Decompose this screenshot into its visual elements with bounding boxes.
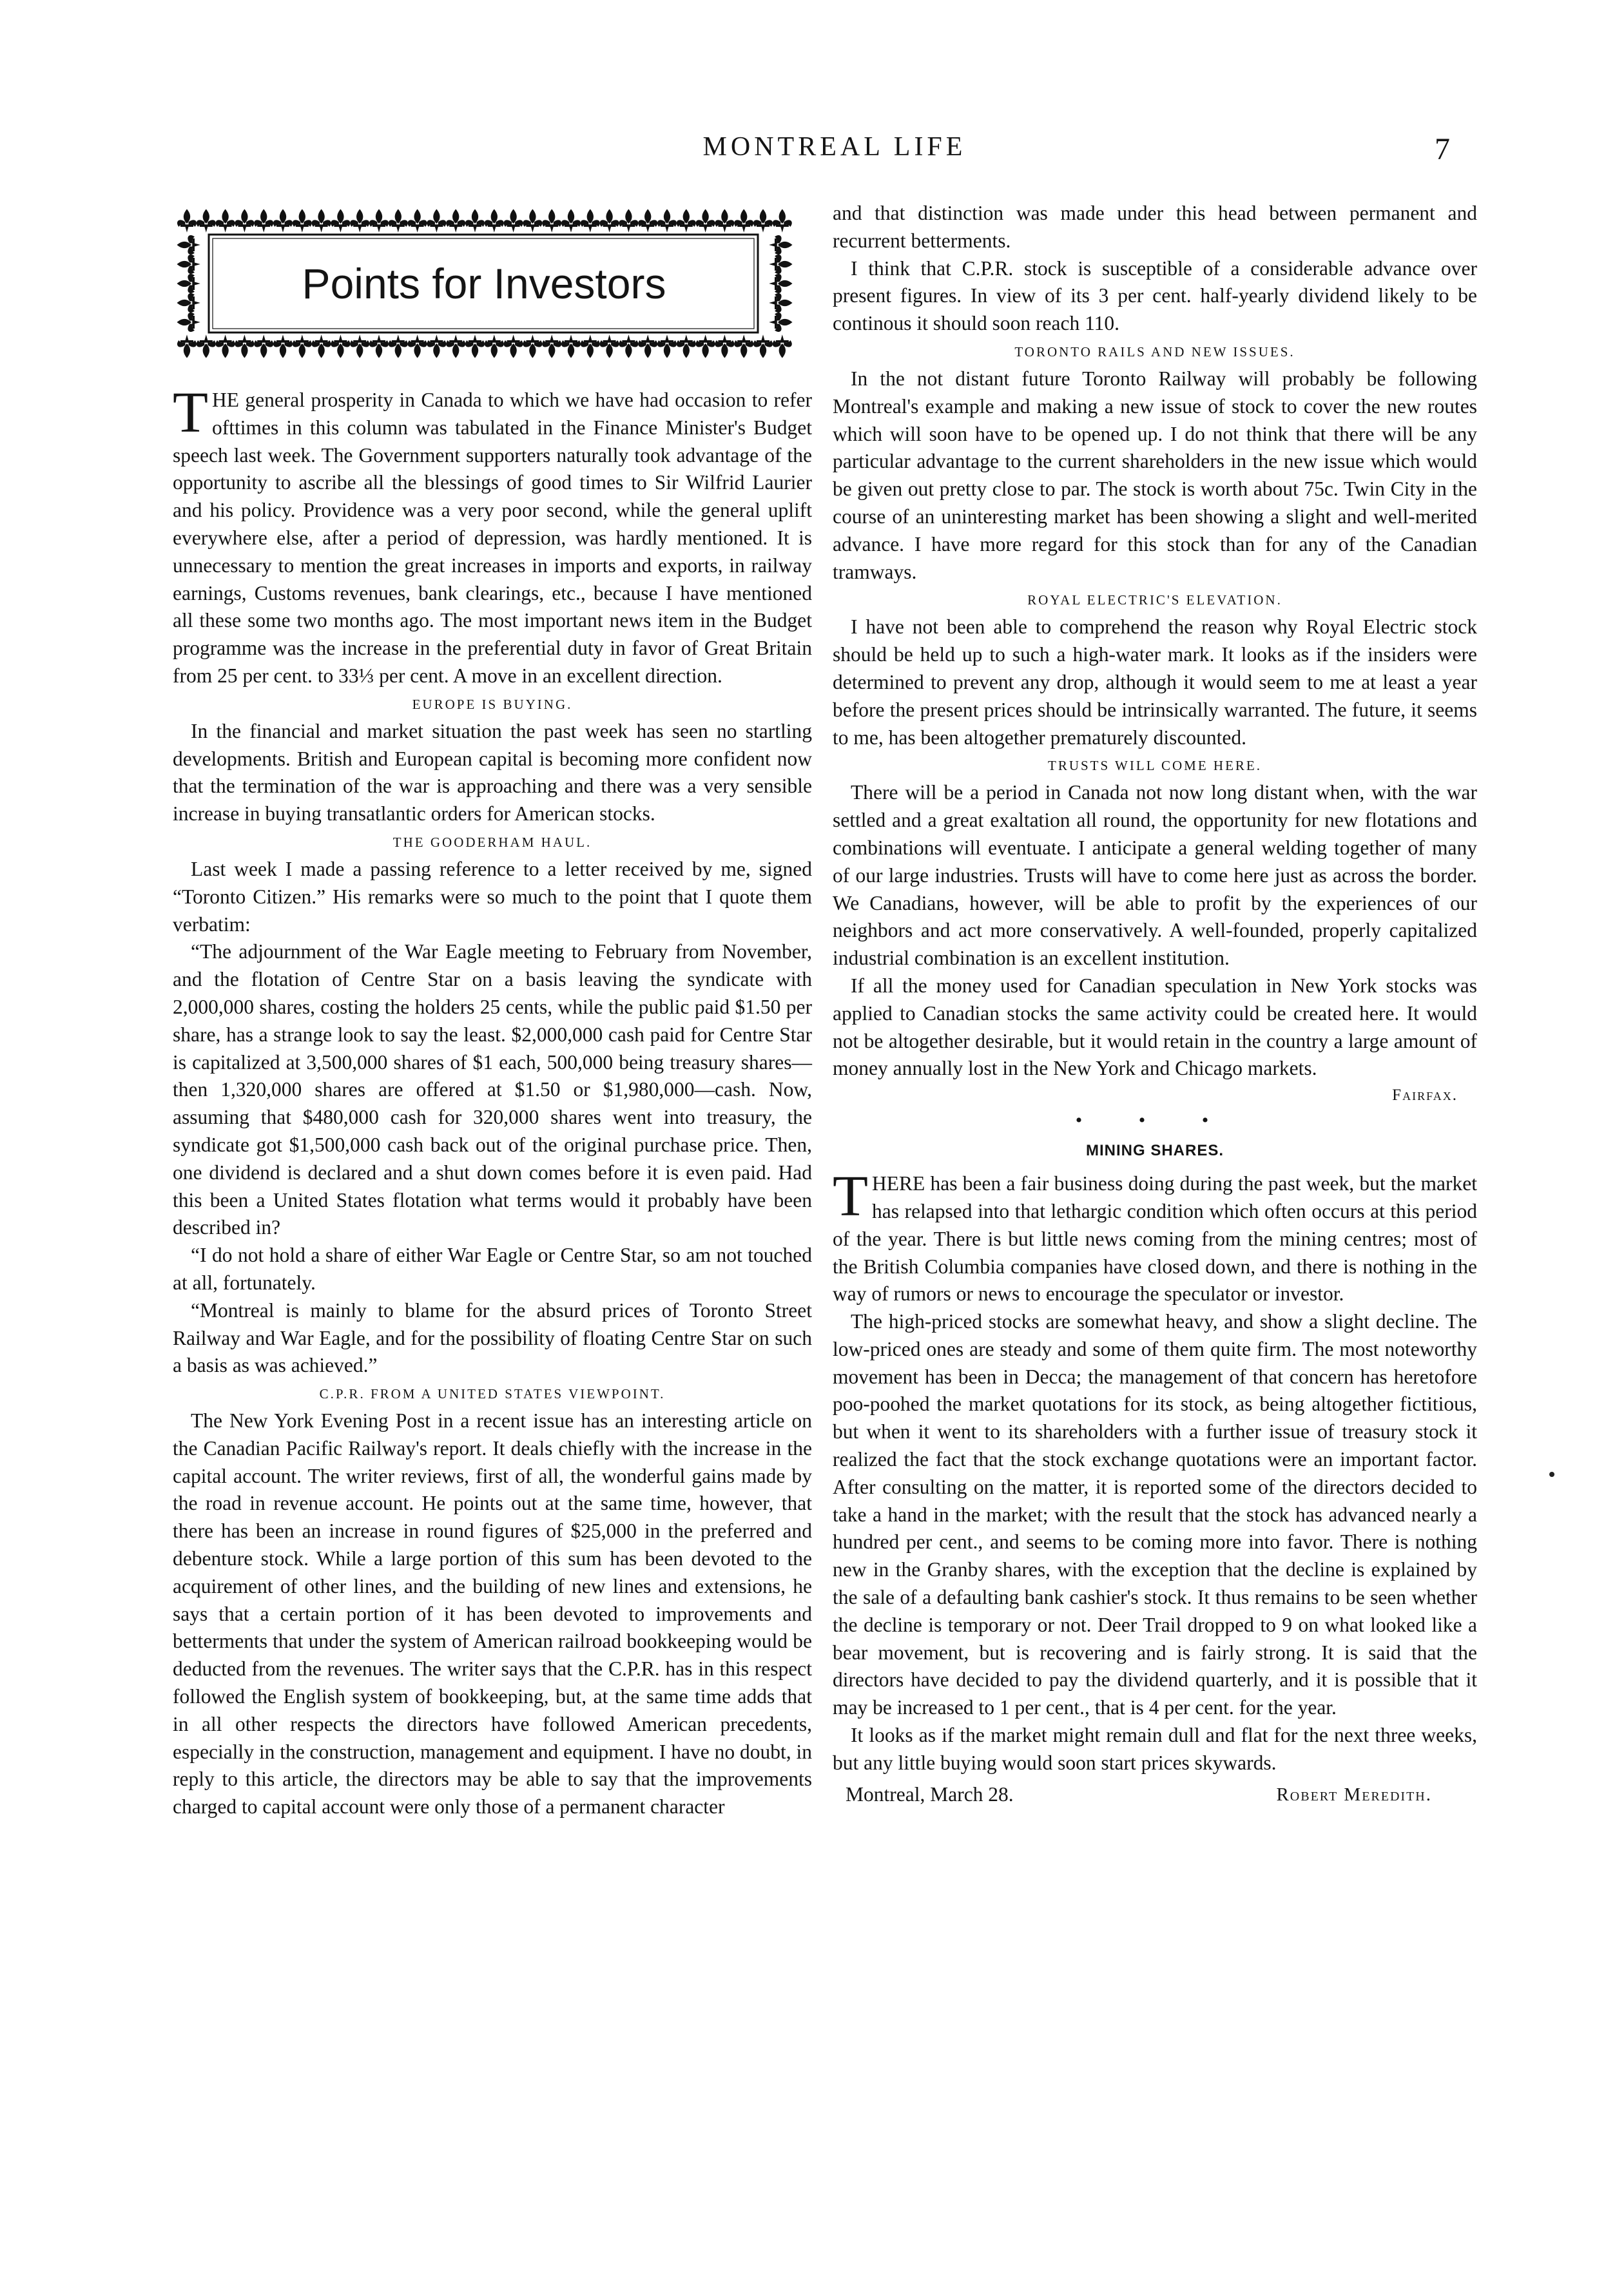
fleur-de-lis-icon	[177, 209, 197, 233]
fleur-de-lis-icon	[715, 209, 734, 233]
fleur-de-lis-icon	[446, 334, 465, 358]
fleur-de-lis-icon	[657, 334, 677, 358]
mining-heading: MINING SHARES.	[1085, 1142, 1224, 1160]
ink-speck	[1549, 1472, 1554, 1477]
fleur-de-lis-icon	[312, 334, 331, 358]
fleur-de-lis-icon	[465, 334, 485, 358]
fleur-de-lis-icon	[561, 209, 581, 233]
fleur-de-lis-icon	[600, 209, 619, 233]
fleur-de-lis-icon	[235, 334, 254, 358]
gooderham-paragraph: Last week I made a passing reference to a letter received by me, signed “Toronto Citizen.” His remarks were so much to the point that I quote them verbatim:	[173, 857, 812, 936]
fleur-de-lis-icon	[581, 209, 600, 233]
running-head: MONTREAL LIFE	[702, 132, 967, 162]
fleur-de-lis-icon	[177, 313, 200, 332]
toronto-paragraph: In the not distant future Toronto Railway will probably be following Montreal's example and making a new issue of stock to cover the new routes which will soon have to be opened up. I do not think that there will be any particular advantage to the current shareholders in the new issue which would be given out pretty close to par. The stock is worth about 75c. Twin City in the course of an uninteresting market has been showing a slight and well-merited advance. I have more regard for this stock than for any of the Canadian tramways.	[833, 367, 1477, 583]
fleur-de-lis-icon	[638, 209, 657, 233]
fleur-de-lis-icon	[331, 209, 350, 233]
fleur-de-lis-icon	[197, 334, 216, 358]
title-box	[173, 206, 797, 361]
fleur-de-lis-icon	[177, 274, 200, 293]
fleur-de-lis-icon	[177, 235, 200, 255]
fleur-de-lis-icon	[273, 334, 293, 358]
fleur-de-lis-icon	[769, 274, 792, 293]
fleur-de-lis-icon	[465, 209, 485, 233]
subhead-toronto: TORONTO RAILS AND NEW ISSUES.	[1014, 343, 1295, 360]
fleur-de-lis-icon	[177, 334, 197, 358]
fleur-de-lis-icon	[408, 334, 427, 358]
drop-cap: T	[833, 1164, 868, 1229]
fleur-de-lis-icon	[197, 209, 216, 233]
fleur-de-lis-icon	[216, 209, 235, 233]
trusts-paragraph-2: If all the money used for Canadian speculation in New York stocks was applied to Canadian stocks the same activity could be created here. It would not be altogether desirable, but it would retain in the country a large amount of money annually lost in the New York and Chicago markets.	[833, 974, 1477, 1080]
quote-paragraph: “Montreal is mainly to blame for the absurd prices of Toronto Street Railway and War Eagle, and for the possibility of floating Centre Star on such a basis as was achieved.”	[173, 1298, 812, 1377]
fleur-de-lis-icon	[734, 334, 753, 358]
fleur-de-lis-icon	[769, 313, 792, 332]
fleur-de-lis-icon	[542, 209, 561, 233]
fleur-de-lis-icon	[485, 209, 504, 233]
fleur-de-lis-icon	[753, 209, 773, 233]
fleur-de-lis-icon	[312, 209, 331, 233]
fleur-de-lis-icon	[773, 209, 792, 233]
fleur-de-lis-icon	[769, 235, 792, 255]
fleur-de-lis-icon	[619, 209, 638, 233]
fleur-de-lis-icon	[769, 293, 792, 313]
fleur-de-lis-icon	[446, 209, 465, 233]
fleur-de-lis-icon	[523, 209, 542, 233]
fleur-de-lis-icon	[696, 209, 715, 233]
fleur-de-lis-icon	[254, 334, 273, 358]
dateline	[833, 1781, 1477, 1809]
quote-paragraph: “I do not hold a share of either War Eagle or Centre Star, so am not touched at all, fortunately.	[173, 1244, 812, 1294]
fleur-de-lis-icon	[273, 209, 293, 233]
fleur-de-lis-icon	[427, 334, 446, 358]
subhead-gooderham: THE GOODERHAM HAUL.	[392, 834, 592, 850]
royal-paragraph: I have not been able to comprehend the reason why Royal Electric stock should be held up to such a high-water mark. It looks as if the insiders were determined to prevent any drop, although it would seem to me at least a year before the present prices should be intrinsically warranted. The future, it seems to me, has been altogether prematurely discounted.	[833, 615, 1477, 749]
mining-paragraph: THERE has been a fair business doing during the past week, but the market has relapsed into that lethargic condition which often occurs at this period of the year. There is but little news coming from the mining centres; most of the British Columbia companies have closed down, and there is nothing in the way of rumors or news to encourage the speculator or investor.	[833, 1164, 1477, 1306]
fleur-de-lis-icon	[369, 334, 389, 358]
fleur-de-lis-icon	[715, 334, 734, 358]
fleur-de-lis-icon	[177, 293, 200, 313]
mining-paragraph-2: The high-priced stocks are somewhat heavy, and show a slight decline. The low-priced ones are steady and some of them quite firm. The most noteworthy movement has been in Decca; the management of that concern has heretofore poo-poohed the market quotations for its stock, as being altogether fictitious, but when it went to its shareholders with a further issue of treasury stock it realized the fact that the stock exchange quotations were an important factor. After consulting on the matter, it is reported some of the directors decided to take a hand in the market; with the result that the stock has advanced nearly a hundred per cent., and seems to be coming more into favor. There is nothing new in the Granby shares, with the exception that the decline is explained by the sale of a defaulting bank cashier's stock. It thus remains to be seen whether the decline is temporary or not. Deer Trail dropped to 9 on what looked like a bear movement, but is recovering and is fairly strong. It is said that the directors have decided to pay the dividend quarterly, and it is possible that it may be increased to 1 per cent., that is 4 per cent. for the year.	[833, 1310, 1477, 1719]
cpr-paragraph: The New York Evening Post in a recent issue has an interesting article on the Canadian Pacific Railway's report. It deals chiefly with the increase in the capital account. The writer reviews, first of all, the wonderful gains made by the road in revenue account. He points out at the same time, however, that there has been an increase in round figures of $25,000 in the preferred and debenture stock. While a large portion of this sum has been devoted to the acquirement of other lines, and the building of new lines and extensions, he says that a certain portion of it has been devoted to improvements and betterments that under the system of American railroad bookkeeping would be deducted from the revenues. The writer says that the C.P.R. has in this respect followed the English system of bookkeeping, but, at the same time adds that in all other respects the directors have followed American precedents, especially in the construction, management and equipment. I have no doubt, in reply to this article, the directors may be able to say that the improvements charged to capital account were only those of a permanent character	[173, 1409, 812, 1818]
subhead-cpr: C.P.R. FROM A UNITED STATES VIEWPOINT.	[319, 1386, 666, 1402]
fleur-de-lis-icon	[254, 209, 273, 233]
fleur-de-lis-icon	[177, 255, 200, 274]
fleur-de-lis-icon	[696, 334, 715, 358]
fleur-de-lis-icon	[331, 334, 350, 358]
fleur-de-lis-icon	[235, 209, 254, 233]
date: Montreal, March 28.	[846, 1782, 1014, 1806]
signature-fairfax: Fairfax.	[1392, 1086, 1458, 1105]
fleur-de-lis-icon	[753, 334, 773, 358]
section-separator: • • •	[1075, 1110, 1235, 1132]
fleur-de-lis-icon	[389, 209, 408, 233]
subhead-europe: EUROPE IS BUYING.	[412, 696, 573, 712]
fleur-de-lis-icon	[773, 334, 792, 358]
fleur-de-lis-icon	[350, 209, 369, 233]
fleur-de-lis-icon	[216, 334, 235, 358]
fleur-de-lis-icon	[485, 334, 504, 358]
left-column	[173, 381, 812, 1821]
fleur-de-lis-icon	[542, 334, 561, 358]
author-signature: Robert Meredith.	[1276, 1784, 1432, 1805]
fleur-de-lis-icon	[293, 334, 312, 358]
europe-paragraph: In the financial and market situation the past week has seen no startling developments. British and European capital is becoming more confident now that the termination of the war is approaching and there was a very sensible increase in buying transatlantic orders for American stocks.	[173, 719, 812, 825]
fleur-de-lis-icon	[677, 334, 696, 358]
fleur-de-lis-icon	[734, 209, 753, 233]
page-number: 7	[1435, 132, 1450, 166]
fleur-de-lis-icon	[561, 334, 581, 358]
fleur-de-lis-icon	[369, 209, 389, 233]
intro-paragraph: THE general prosperity in Canada to which we have had occasion to refer ofttimes in this column was tabulated in the Finance Minister's Budget speech last week. The Government supporters naturally took advantage of the opportunity to ascribe all the blessings of good times to Sir Wilfrid Laurier and his policy. Providence was a very poor second, while the general uplift everywhere else, after a period of depression, was hardly mentioned. It is unnecessary to mention the great increases in imports and exports, in railway earnings, Customs revenues, bank clearings, etc., because I have mentioned all these some two months ago. The most important news item in the Budget programme was the increase in the preferential duty in favor of Great Britain from 25 per cent. to 33⅓ per cent. A move in an excellent direction.	[173, 381, 812, 687]
fleur-de-lis-icon	[389, 334, 408, 358]
subhead-trusts: TRUSTS WILL COME HERE.	[1048, 758, 1262, 774]
fleur-de-lis-icon	[504, 334, 523, 358]
fleur-de-lis-icon	[504, 209, 523, 233]
drop-cap: T	[173, 381, 208, 445]
mining-paragraph-3: It looks as if the market might remain dull and flat for the next three weeks, but any little buying would soon start prices skywards.	[833, 1724, 1477, 1774]
fleur-de-lis-icon	[619, 334, 638, 358]
cpr-paragraph-2: I think that C.P.R. stock is susceptible of a considerable advance over present figures. In view of its 3 per cent. half-yearly dividend likely to be continous it should soon reach 110.	[833, 256, 1477, 335]
fleur-de-lis-icon	[350, 334, 369, 358]
quote-paragraph: “The adjournment of the War Eagle meeting to February from November, and the flotation of Centre Star on a basis leaving the syndicate with 2,000,000 shares, costing the holders 25 cents, while the public paid $1.50 per share, has a strange look to say the least. $2,000,000 cash paid for Centre Star is capitalized at 3,500,000 shares of $1 each, 500,000 being treasury shares—then 1,320,000 shares are offered at $1.50 or $1,980,000—cash. Now, assuming that $480,000 cash for 320,000 shares went into treasury, the syndicate got $1,500,000 cash back out of the original purchase price. Then, one dividend is declared and a shut down comes before it is even paid. Had this been a United States flotation what terms would it probably have been described in?	[173, 940, 812, 1239]
fleur-de-lis-icon	[677, 209, 696, 233]
fleur-de-lis-icon	[600, 334, 619, 358]
fleur-de-lis-icon	[769, 255, 792, 274]
trusts-paragraph: There will be a period in Canada not now long distant when, with the war settled and a great exaltation all round, the opportunity for new flotations and combinations will eventuate. I anticipate a general welding together of many of our large industries. Trusts will have to come here just as across the border. We Canadians, however, will be able to profit by the experiences of our neighbors and act more conservatively. A well-founded, properly capitalized industrial combination is an excellent institution.	[833, 781, 1477, 970]
fleur-de-lis-icon	[408, 209, 427, 233]
cpr-continuation: and that distinction was made under this head between permanent and recurrent betterments.	[833, 202, 1477, 252]
subhead-royal: ROYAL ELECTRIC'S ELEVATION.	[1027, 592, 1282, 608]
fleur-de-lis-icon	[638, 334, 657, 358]
right-column	[833, 200, 1477, 1808]
fleur-de-lis-icon	[293, 209, 312, 233]
fleur-de-lis-icon	[581, 334, 600, 358]
fleur-de-lis-icon	[657, 209, 677, 233]
page-title: Points for Investors	[302, 260, 666, 307]
fleur-de-lis-icon	[523, 334, 542, 358]
fleur-de-lis-icon	[427, 209, 446, 233]
